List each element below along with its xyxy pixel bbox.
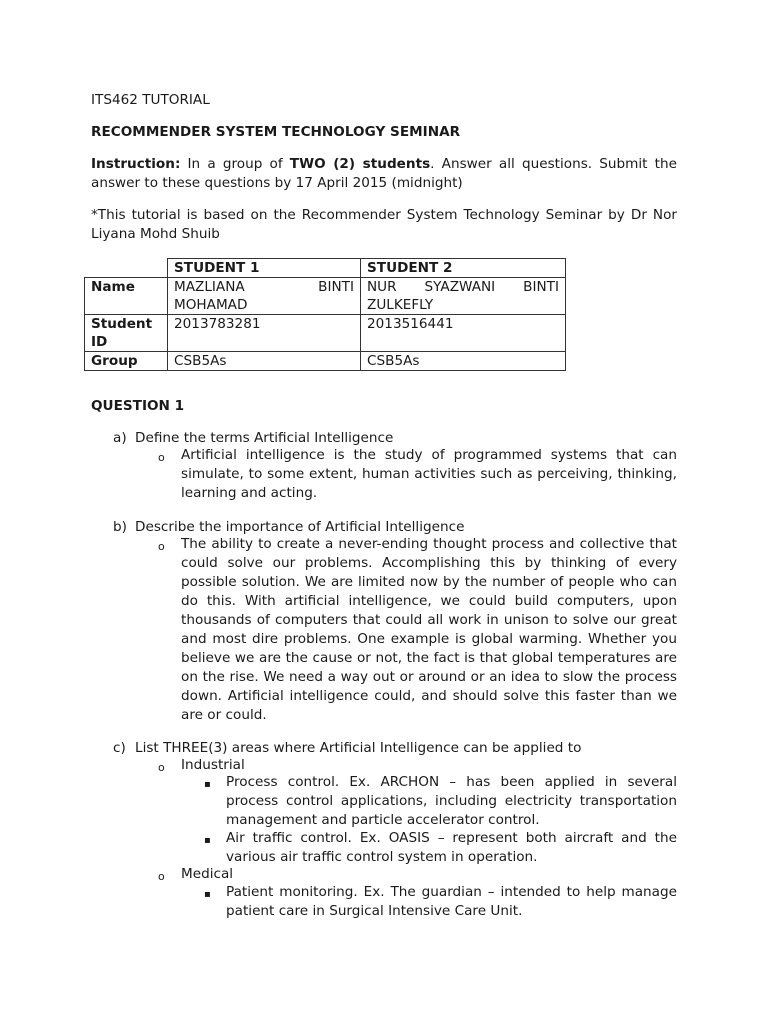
- student2-id: 2013516441: [361, 315, 566, 352]
- instruction-emphasis: TWO (2) students: [289, 156, 431, 172]
- table-header-row: [85, 259, 566, 278]
- list-item: Patient monitoring. Ex. The guardian – intended to help manage patient care in Surgical Intensive Care Unit.: [226, 884, 677, 919]
- answer-a: Artificial intelligence is the study of programmed systems that can simulate, to some extent, human activities such as perceiving, thinking, learning and acting.: [181, 447, 677, 501]
- question-c-letter: c): [113, 740, 126, 756]
- question-c-prompt: List THREE(3) areas where Artificial Intelligence can be applied to: [135, 740, 582, 756]
- name-label: Name: [85, 278, 168, 315]
- instruction-text-2: . Answer all questions. Submit the answer to these questions by 17 April 2015 (midnight): [91, 156, 677, 191]
- question1-heading: QUESTION 1: [91, 398, 185, 414]
- student2-name-part: BINTI: [523, 279, 559, 295]
- student2-header: STUDENT 2: [361, 259, 566, 278]
- table-corner: [85, 259, 168, 278]
- square-bullet-icon: ▪: [204, 835, 211, 846]
- table-row: [85, 352, 566, 371]
- area-medical: Medical: [181, 866, 234, 882]
- square-bullet-icon: ▪: [204, 889, 211, 900]
- group-label: Group: [85, 352, 168, 371]
- list-item: Air traffic control. Ex. OASIS – represent both aircraft and the various air traffic control system in operation.: [226, 830, 677, 865]
- seminar-note: *This tutorial is based on the Recommender System Technology Seminar by Dr Nor Liyana Mohd Shuib: [91, 207, 677, 242]
- instruction-paragraph: [91, 155, 677, 193]
- student1-id: 2013783281: [168, 315, 361, 352]
- question-a-letter: a): [113, 430, 127, 446]
- student2-group: CSB5As: [361, 352, 566, 371]
- circle-bullet-icon: o: [158, 451, 165, 464]
- instruction-label: Instruction:: [91, 156, 181, 172]
- answer-b: The ability to create a never-ending thought process and collective that could solve our problems. Accomplishing this by thinking of every possible solution. We are limited now by the number of people who can do this. With artificial intelligence, we could build computers, upon thousands of computers that could all work in unison to solve our great and most dire problems. One example is global warming. Whether you believe we are the cause or not, the fact is that global temperatures are on the rise. We need a way out or around or an idea to slow the process down. Artificial intelligence could, and should solve this faster than we are or could.: [181, 536, 677, 723]
- student2-name-part: NUR: [367, 279, 397, 295]
- instruction-text-1: In a group of: [180, 156, 290, 172]
- area-industrial: Industrial: [181, 757, 245, 773]
- student2-name: [361, 278, 566, 315]
- question-b-letter: b): [113, 519, 127, 535]
- student1-name-part: MOHAMAD: [174, 297, 248, 313]
- student1-header: STUDENT 1: [168, 259, 361, 278]
- square-bullet-icon: ▪: [204, 779, 211, 790]
- student1-name-part: BINTI: [318, 279, 354, 295]
- student-id-label: Student ID: [85, 315, 168, 352]
- question-b-prompt: Describe the importance of Artificial Intelligence: [135, 519, 465, 535]
- students-table: [84, 258, 566, 371]
- student1-name: [168, 278, 361, 315]
- page-title: ITS462 TUTORIAL: [91, 92, 210, 108]
- student1-group: CSB5As: [168, 352, 361, 371]
- page-subtitle: RECOMMENDER SYSTEM TECHNOLOGY SEMINAR: [91, 124, 461, 140]
- circle-bullet-icon: o: [158, 870, 165, 883]
- circle-bullet-icon: o: [158, 761, 165, 774]
- student1-name-part: MAZLIANA: [174, 279, 245, 295]
- question-a-prompt: Define the terms Artificial Intelligence: [135, 430, 394, 446]
- table-row: [85, 315, 566, 352]
- student2-name-part: SYAZWANI: [424, 279, 496, 295]
- student2-name-part: ZULKEFLY: [367, 297, 434, 313]
- circle-bullet-icon: o: [158, 540, 165, 553]
- table-row: [85, 278, 566, 315]
- list-item: Process control. Ex. ARCHON – has been applied in several process control applications, including electricity transportation management and particle accelerator control.: [226, 774, 677, 828]
